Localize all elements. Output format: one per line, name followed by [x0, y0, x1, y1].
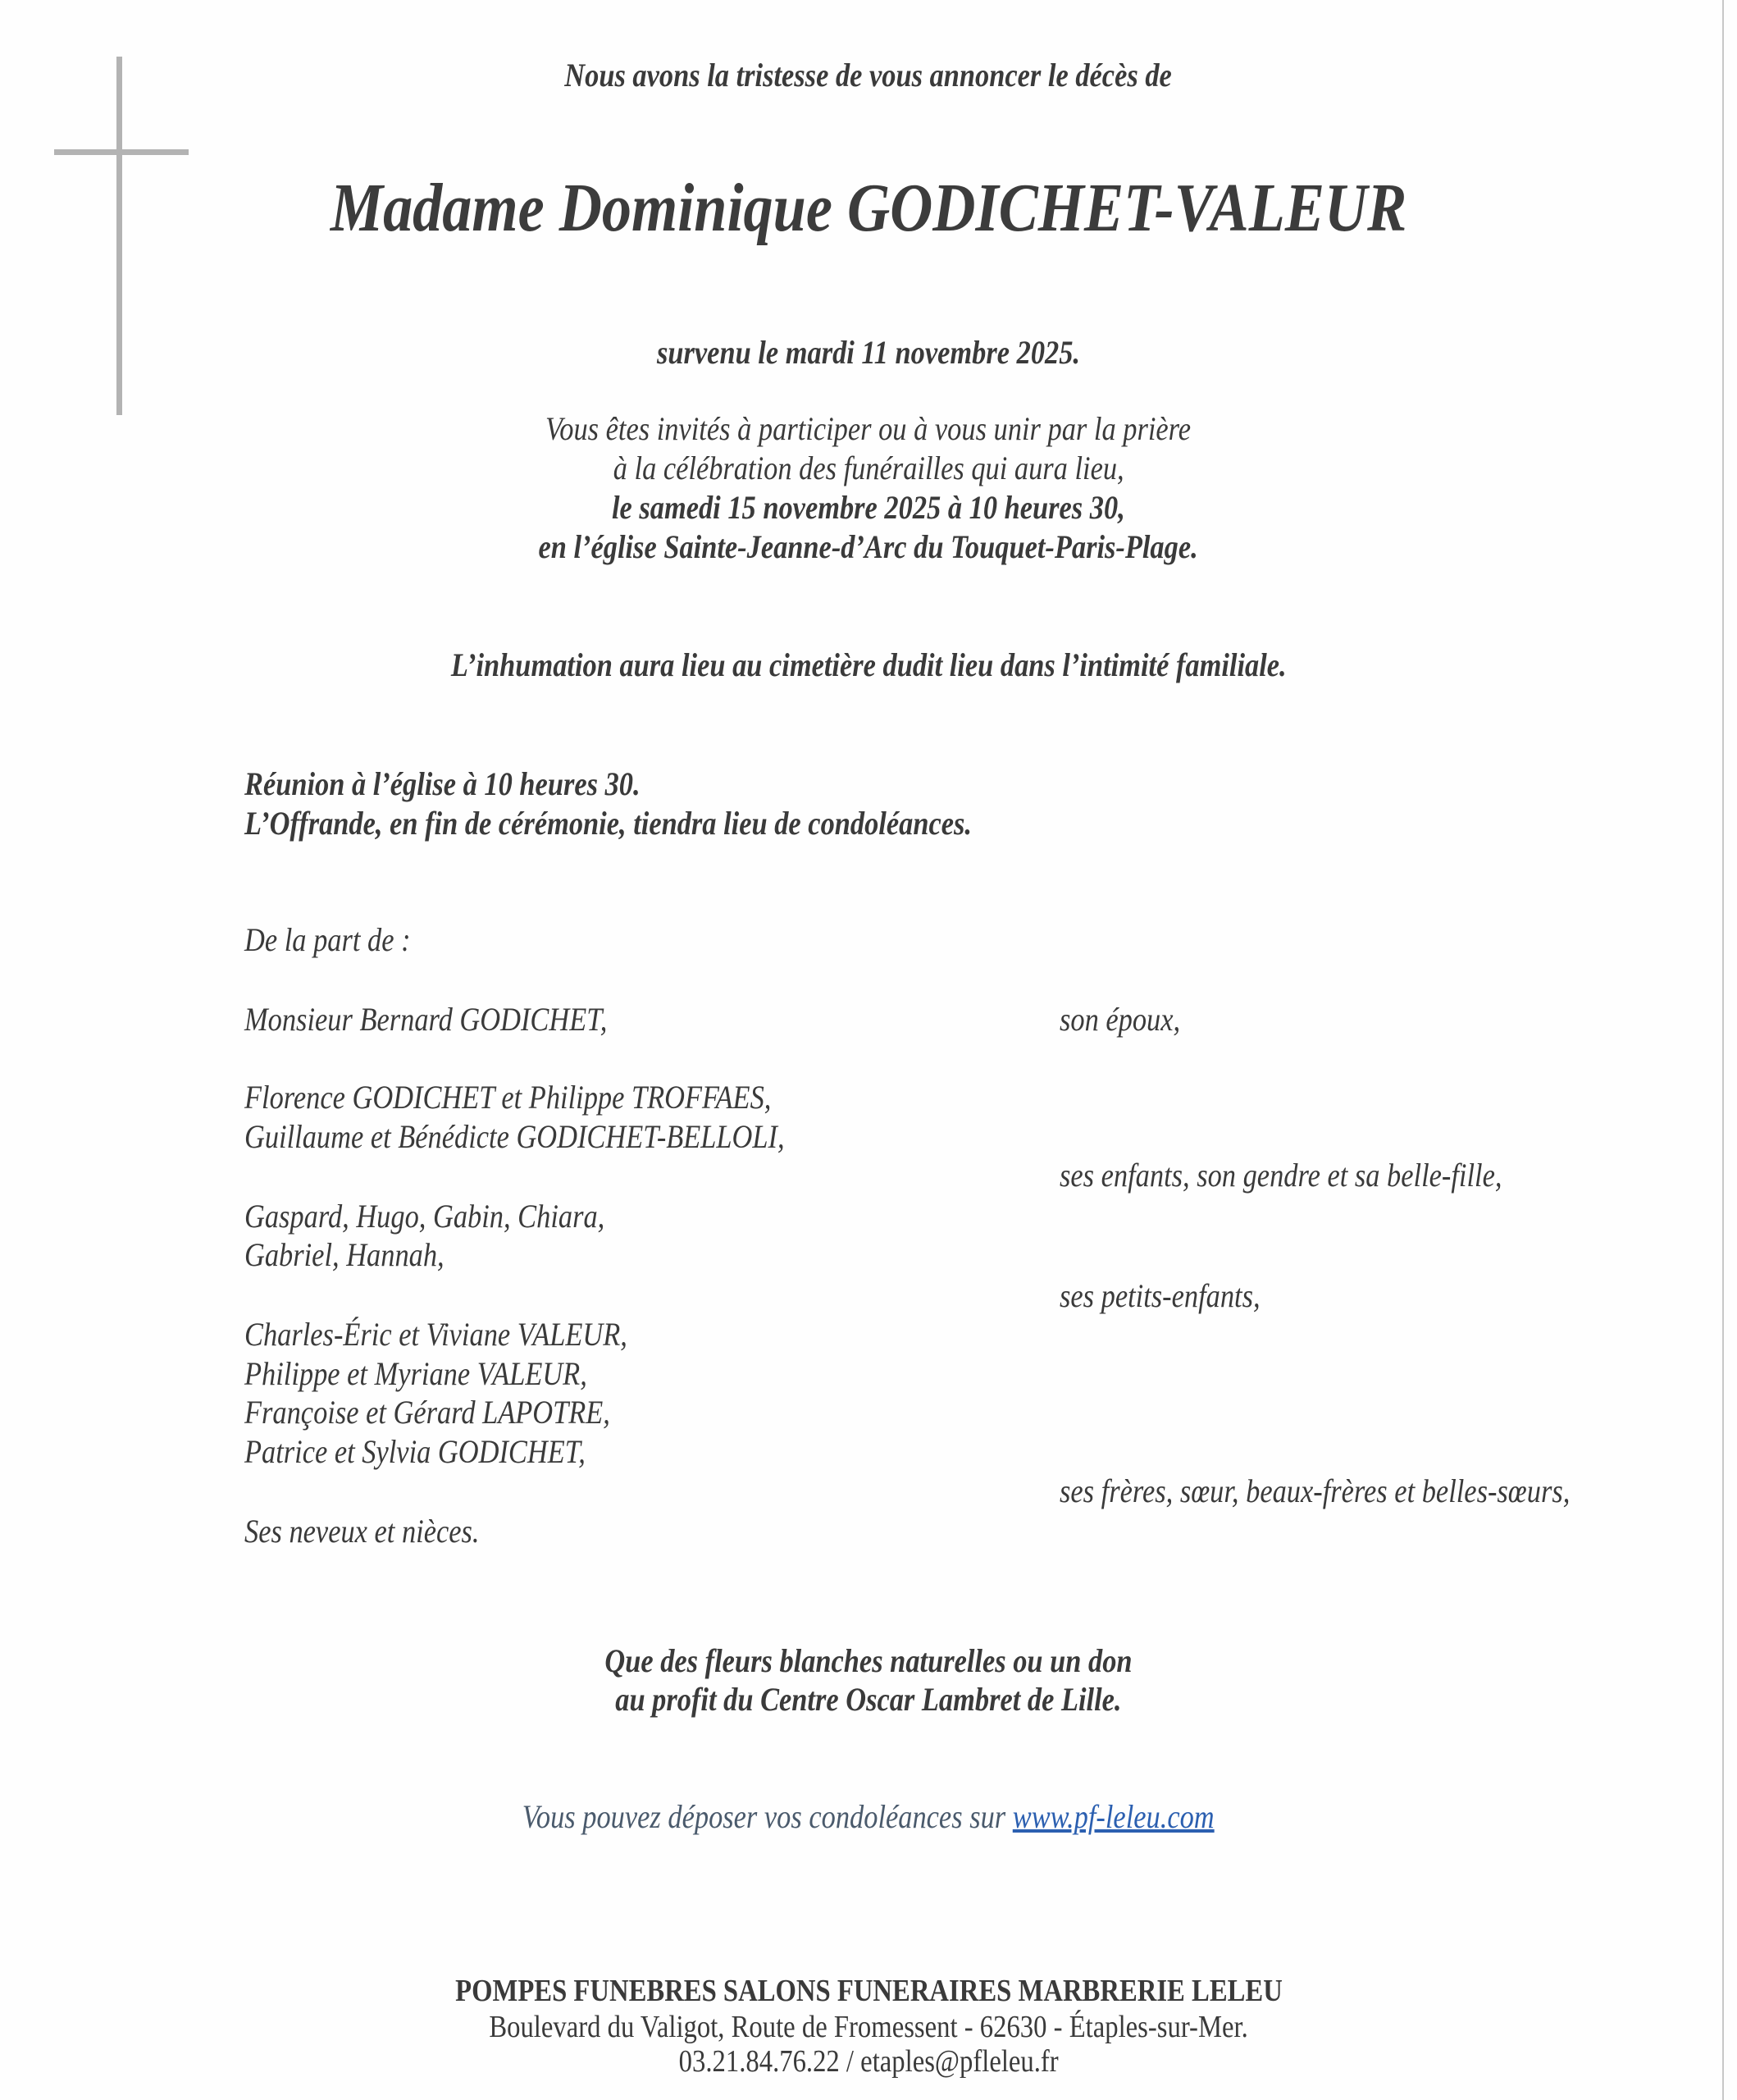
- flowers-line-2: [0, 1683, 1737, 1716]
- intro-text: Nous avons la tristesse de vous annoncer le décès de: [564, 57, 1173, 94]
- invitation-line-2: [0, 452, 1737, 485]
- family-name: [244, 1396, 669, 1429]
- family-name: [244, 1355, 643, 1392]
- date-of-death-text: survenu le mardi 11 novembre 2025.: [656, 334, 1081, 371]
- family-name-text: Charles-Éric et Viviane VALEUR,: [244, 1316, 627, 1353]
- family-relation: [1060, 1277, 1292, 1314]
- date-of-death: [0, 336, 1737, 369]
- deceased-name: [0, 170, 1737, 246]
- condolences-text: Vous pouvez déposer vos condoléances sur: [522, 1798, 1014, 1835]
- flowers-text-2: au profit du Centre Oscar Lambret de Lille.: [615, 1681, 1122, 1718]
- invitation-line-3: [0, 491, 1737, 524]
- deceased-name-text: Madame Dominique GODICHET-VALEUR: [330, 170, 1407, 246]
- family-name-text: Françoise et Gérard LAPOTRE,: [244, 1394, 610, 1431]
- family-name-text: Guillaume et Bénédicte GODICHET-BELLOLI,: [244, 1118, 785, 1155]
- family-name: [244, 1236, 476, 1273]
- company-name: [0, 1975, 1737, 2006]
- family-name-text: Patrice et Sylvia GODICHET,: [244, 1433, 586, 1470]
- invitation-line-1: [0, 410, 1737, 447]
- company-name-text: POMPES FUNEBRES SALONS FUNERAIRES MARBRERIE LELEU: [454, 1974, 1283, 2008]
- condolences-link[interactable]: www.pf-leleu.com: [1013, 1798, 1215, 1835]
- company-contact-text: 03.21.84.76.22 / etaples@pfleleu.fr: [678, 2044, 1059, 2079]
- intro-line: [0, 59, 1737, 92]
- invitation-text-3: le samedi 15 novembre 2025 à 10 heures 30,: [612, 489, 1125, 526]
- family-name-text: Gaspard, Hugo, Gabin, Chiara,: [244, 1198, 605, 1235]
- family-relation: [1060, 1159, 1574, 1192]
- burial-text: L’inhumation aura lieu au cimetière dudit lieu dans l’intimité familiale.: [450, 646, 1287, 683]
- cross-icon-horizontal: [54, 149, 189, 155]
- invitation-text-1: Vous êtes invités à participer ou à vous unir par la prière: [545, 410, 1192, 447]
- family-name: [244, 1081, 857, 1114]
- family-name: [244, 1515, 517, 1548]
- family-name: [244, 1318, 690, 1351]
- family-relation-text: son époux,: [1060, 1001, 1181, 1038]
- family-relation-text: ses enfants, son gendre et sa belle-fille,: [1060, 1157, 1502, 1194]
- condolences-line: [0, 1798, 1737, 1835]
- family-relation: [1060, 1472, 1653, 1509]
- family-name: [244, 1003, 666, 1036]
- family-relation-text: ses frères, sœur, beaux-frères et belles-sœurs,: [1060, 1472, 1571, 1509]
- meeting-text-1: Réunion à l’église à 10 heures 30.: [244, 765, 641, 802]
- flowers-line-1: [0, 1642, 1737, 1679]
- meeting-line-2: [244, 807, 1090, 840]
- family-name: [244, 1433, 641, 1470]
- invitation-text-4: en l’église Sainte-Jeanne-d’Arc du Touquet-Paris-Plage.: [538, 528, 1199, 565]
- family-name-text: Florence GODICHET et Philippe TROFFAES,: [244, 1079, 772, 1116]
- family-intro-text: De la part de :: [244, 921, 411, 958]
- page-edge-line: [1722, 0, 1724, 2100]
- burial-line: [0, 646, 1737, 683]
- family-name-text: Philippe et Myriane VALEUR,: [244, 1355, 587, 1392]
- company-address-text: Boulevard du Valigot, Route de Fromessent - 62630 - Étaples-sur-Mer.: [489, 2010, 1248, 2044]
- family-name-text: Gabriel, Hannah,: [244, 1236, 445, 1273]
- family-name: [244, 1118, 873, 1155]
- invitation-line-4: [0, 528, 1737, 565]
- family-name: [244, 1200, 663, 1233]
- meeting-text-2: L’Offrande, en fin de cérémonie, tiendra lieu de condoléances.: [244, 805, 972, 842]
- family-name-text: Monsieur Bernard GODICHET,: [244, 1001, 608, 1038]
- meeting-line-1: [244, 765, 704, 802]
- family-name-text: Ses neveux et nièces.: [244, 1513, 480, 1550]
- family-intro: [244, 921, 438, 958]
- company-address: [0, 2011, 1737, 2043]
- family-relation: [1060, 1003, 1200, 1036]
- invitation-text-2: à la célébration des funérailles qui aura lieu,: [613, 450, 1124, 486]
- flowers-text-1: Que des fleurs blanches naturelles ou un don: [604, 1642, 1133, 1679]
- family-relation-text: ses petits-enfants,: [1060, 1277, 1261, 1314]
- company-contact: [0, 2046, 1737, 2077]
